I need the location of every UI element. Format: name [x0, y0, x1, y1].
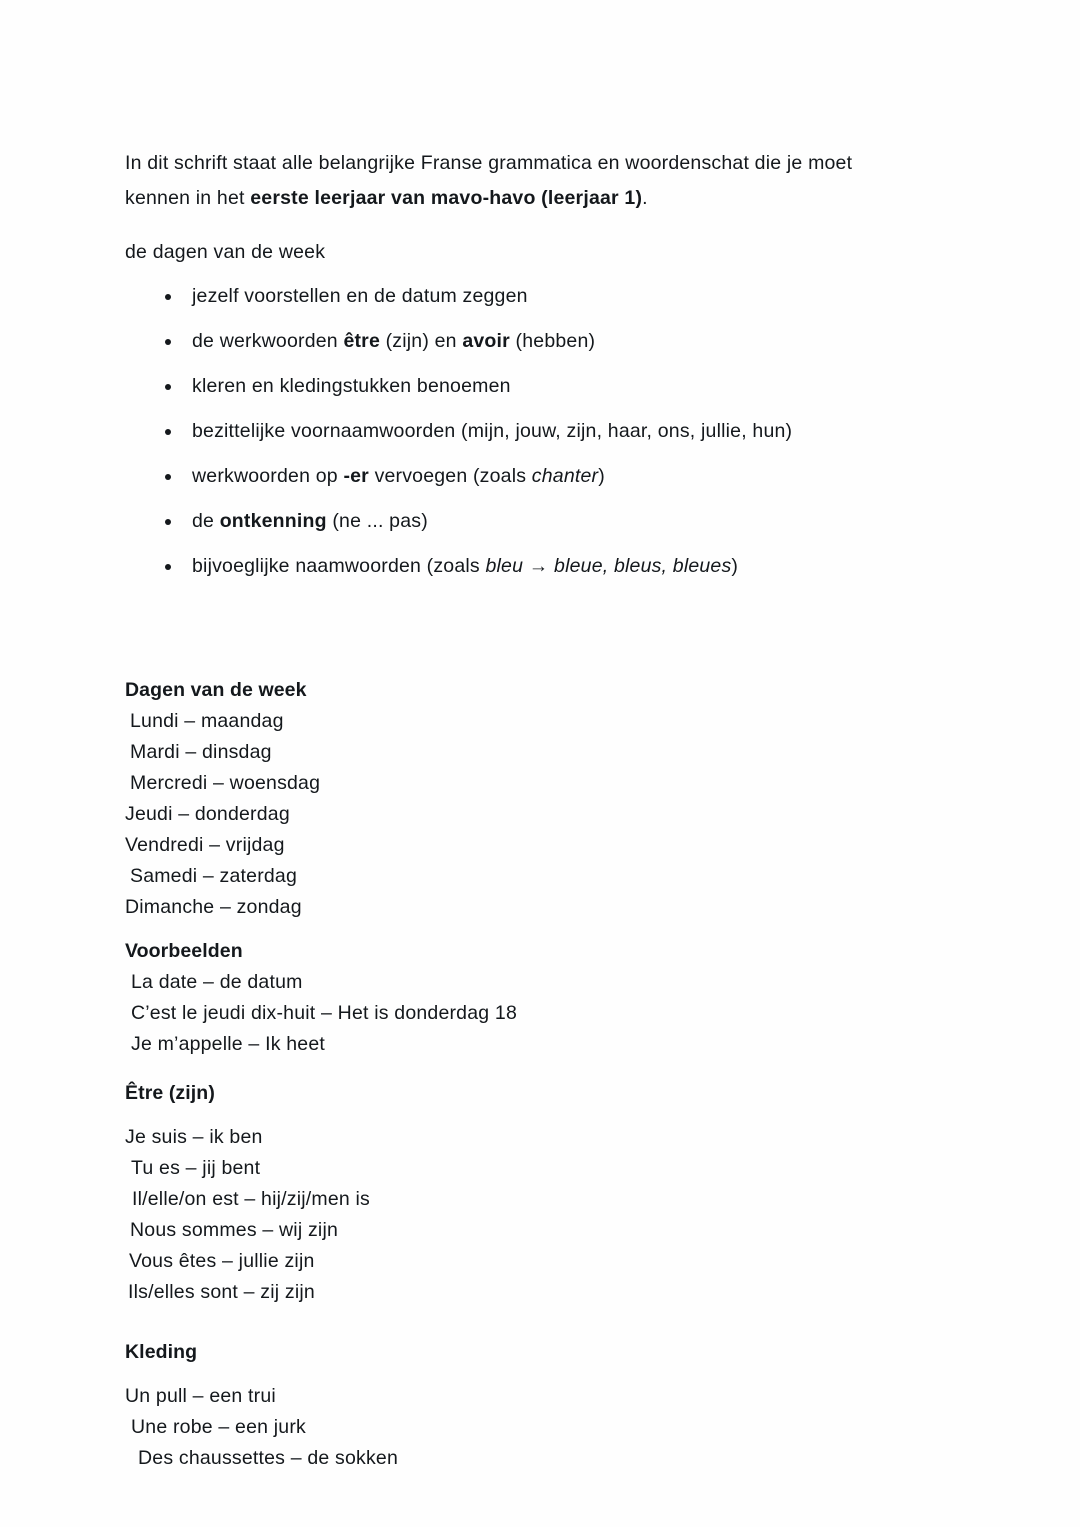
list-item — [125, 464, 925, 488]
list-item: Ils/elles sont – zij zijn — [128, 1281, 315, 1303]
bullet-text: werkwoorden op — [192, 465, 344, 487]
section-lines — [125, 967, 925, 1060]
section-heading: Dagen van de week — [125, 679, 307, 701]
intro-text-part1: In dit schrift staat alle belangrijke Franse grammatica en woordenschat die je moet kennen in het — [125, 151, 853, 209]
list-item — [125, 284, 925, 308]
section-lines — [125, 706, 925, 923]
list-item: Dimanche – zondag — [125, 896, 302, 918]
section-etre — [125, 1078, 925, 1308]
bullet-text: vervoegen (zoals — [368, 465, 532, 487]
list-item: Il/elle/on est – hij/zij/men is — [132, 1188, 370, 1210]
intro-text-part2: . — [642, 186, 648, 209]
list-item: C’est le jeudi dix-huit – Het is donderdag 18 — [131, 1002, 517, 1024]
list-item — [125, 374, 925, 398]
bullet-italic: bleu → bleue, bleus, bleues — [485, 555, 732, 577]
list-item: Vous êtes – jullie zijn — [129, 1250, 315, 1272]
bullet-bold: ontkenning — [219, 510, 327, 532]
spacer — [125, 1109, 925, 1122]
bullet-text: (ne ... pas) — [326, 510, 428, 532]
bullet-text: de werkwoorden — [192, 330, 344, 352]
list-item: Je m’appelle – Ik heet — [131, 1033, 325, 1055]
bullet-text: ) — [598, 465, 605, 487]
section-lines — [125, 1381, 925, 1474]
section-heading: Être (zijn) — [125, 1082, 215, 1104]
section-kleding — [125, 1337, 925, 1474]
bullet-text: de — [192, 510, 220, 532]
document-content — [125, 126, 925, 1474]
list-item: Mardi – dinsdag — [130, 741, 272, 763]
bullet-bold: avoir — [462, 330, 510, 352]
list-item — [125, 329, 925, 353]
section-voorbeelden — [125, 936, 925, 1060]
list-item: Des chaussettes – de sokken — [138, 1447, 398, 1469]
list-item — [125, 419, 925, 443]
spacer — [125, 1308, 925, 1337]
bullet-text: kleren en kledingstukken benoemen — [192, 375, 511, 397]
section-heading: Voorbeelden — [125, 940, 243, 962]
list-item: Un pull – een trui — [125, 1385, 276, 1407]
bullet-italic: chanter — [531, 465, 599, 487]
list-item: Je suis – ik ben — [125, 1126, 263, 1148]
list-item: Nous sommes – wij zijn — [130, 1219, 339, 1241]
bullet-text: bijvoeglijke naamwoorden (zoals — [192, 555, 486, 577]
spacer — [125, 1368, 925, 1381]
list-item: Samedi – zaterdag — [130, 865, 297, 887]
list-item: Tu es – jij bent — [131, 1157, 261, 1179]
list-item: Mercredi – woensdag — [130, 772, 321, 794]
bullet-text: (hebben) — [509, 330, 596, 352]
spacer — [125, 923, 925, 936]
bullet-bold: être — [343, 330, 380, 352]
bullet-text: (zijn) en — [380, 330, 463, 352]
list-item: Une robe – een jurk — [131, 1416, 306, 1438]
list-item — [125, 554, 925, 578]
spacer — [125, 599, 925, 675]
list-item: Jeudi – donderdag — [125, 803, 290, 825]
topics-list — [125, 284, 925, 578]
list-item: Lundi – maandag — [130, 710, 284, 732]
intro-bold-phrase: eerste leerjaar van mavo-havo (leerjaar 1) — [250, 186, 643, 209]
list-item: La date – de datum — [131, 971, 303, 993]
section-dagen-van-de-week — [125, 675, 925, 923]
bullet-text: bezittelijke voornaamwoorden (mijn, jouw, zijn, haar, ons, jullie, hun) — [192, 420, 793, 442]
intro-paragraph — [125, 146, 901, 216]
bullet-bold: -er — [343, 465, 369, 487]
list-item: Vendredi – vrijdag — [125, 834, 285, 856]
bullet-text: ) — [731, 555, 739, 577]
list-item — [125, 509, 925, 533]
section-lines — [125, 1122, 925, 1308]
intro-subline: de dagen van de week — [125, 241, 326, 263]
section-heading: Kleding — [125, 1341, 198, 1363]
bullet-text: jezelf voorstellen en de datum zeggen — [192, 285, 528, 307]
spacer — [125, 1060, 925, 1078]
